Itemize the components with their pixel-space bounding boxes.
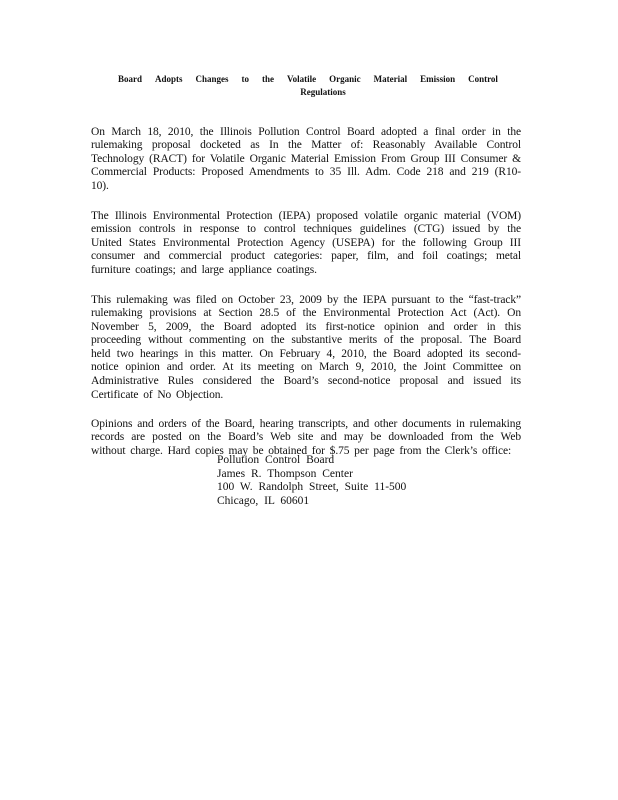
paragraph-copies-info: Opinions and orders of the Board, hearing transcripts, and other documents in rulemaking records are posted on the Board’s Web site and may be downloaded from the Web without charge. Hard copies may be obtained for $.75 per page from the Clerk’s office: xyxy=(91,417,521,457)
title-line-2: Regulations xyxy=(300,87,346,97)
title-word: Board xyxy=(118,74,143,84)
title-word: Volatile xyxy=(286,74,317,84)
title-word: the xyxy=(261,74,274,84)
clerk-office-address xyxy=(217,454,406,508)
title-word: Changes xyxy=(195,74,229,84)
title-word: Adopts xyxy=(155,74,183,84)
paragraph-adoption: On March 18, 2010, the Illinois Pollution Control Board adopted a final order in the rulemaking proposal docketed as In the Matter of: Reasonably Available Control Technology (RACT) for Volatile Organic Material Emission From Group III Consumer & Commercial Products: Proposed Amendments to 35 Ill. Adm. Code 218 and 219 (R10-10). xyxy=(91,125,521,192)
address-line-organization: Pollution Control Board xyxy=(217,454,335,466)
title-line-1 xyxy=(118,73,498,86)
paragraph-iepa-proposal: The Illinois Environmental Protection (IEPA) proposed volatile organic material (VOM) emission controls in response to control techniques guidelines (CTG) issued by the United States Environmental Protection Agency (USEPA) for the following Group III consumer and commercial product categories: paper, film, and foil coatings; metal furniture coatings; and large appliance coatings. xyxy=(91,209,521,276)
document-title xyxy=(118,73,498,99)
title-word: Emission xyxy=(420,74,456,84)
address-line-city: Chicago, IL 60601 xyxy=(217,494,310,507)
title-word: Control xyxy=(468,74,498,84)
address-line-building: James R. Thompson Center xyxy=(217,467,353,480)
title-word: Material xyxy=(373,74,408,84)
title-word: Organic xyxy=(329,74,361,84)
paragraph-rulemaking-history: This rulemaking was filed on October 23, 2009 by the IEPA pursuant to the “fast-track” rulemaking provisions at Section 28.5 of the Environmental Protection Act (Act). On November 5, 2009, the Board adopted its first-notice opinion and order in this proceeding without commenting on the substantive merits of the proposal. The Board held two hearings in this matter. On February 4, 2010, the Board adopted its second-notice opinion and order. At its meeting on March 9, 2010, the Joint Committee on Administrative Rules considered the Board’s second-notice proposal and issued its Certificate of No Objection. xyxy=(91,293,521,401)
address-line-street: 100 W. Randolph Street, Suite 11-500 xyxy=(217,481,407,494)
title-word: to xyxy=(241,74,249,84)
